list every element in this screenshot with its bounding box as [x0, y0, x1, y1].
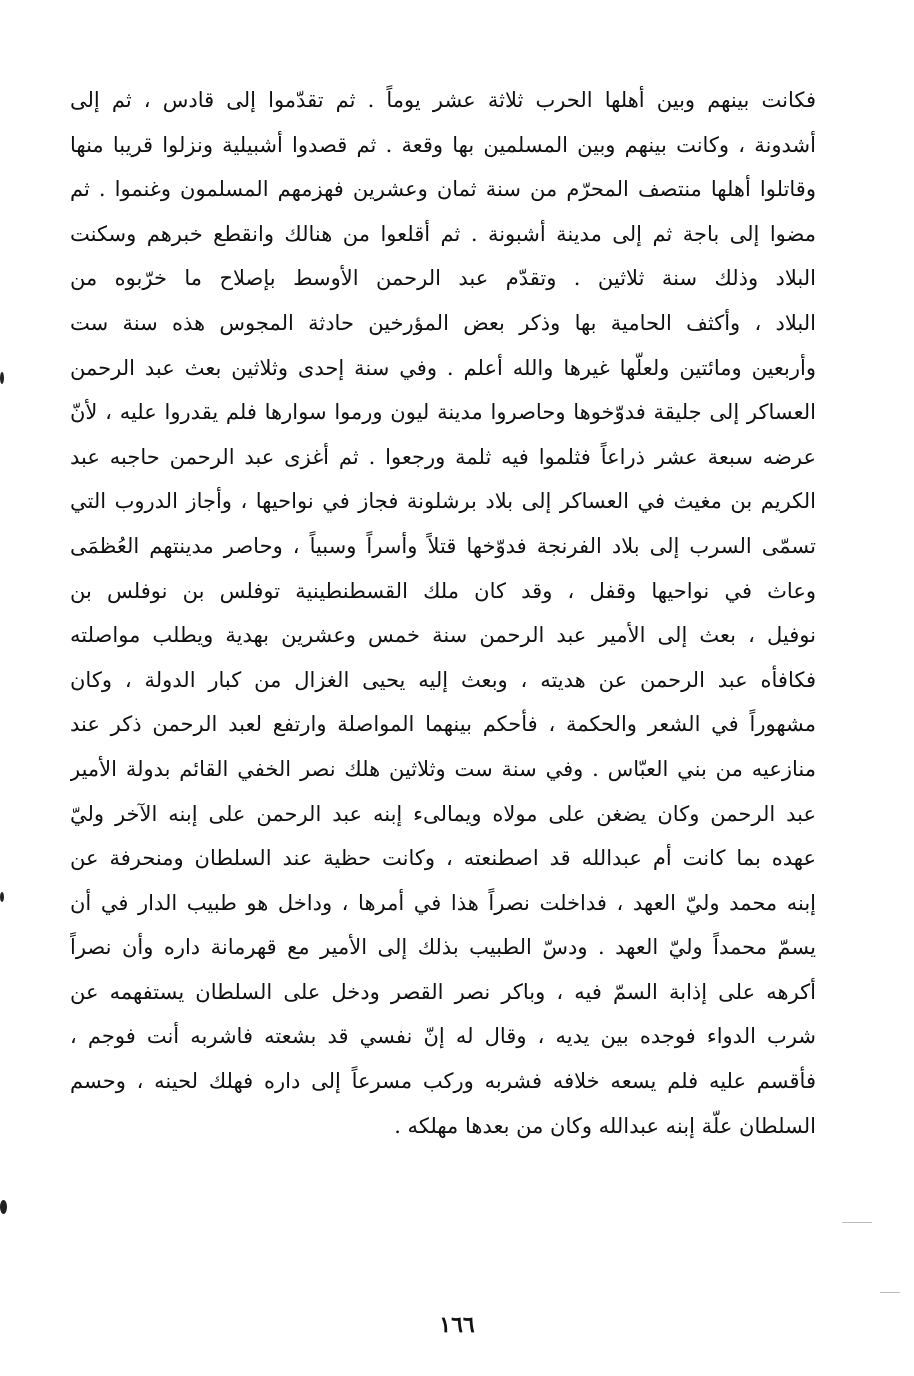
body-text: [70, 78, 816, 1148]
text-line: وقاتلوا أهلها منتصف المحرّم من سنة ثمان وعشرين فهزمهم المسلمون وغنموا . ثم: [70, 177, 816, 202]
text-line: البلاد وذلك سنة ثلاثين . وتقدّم عبد الرحمن الأوسط بإصلاح ما خرّبوه من: [70, 266, 816, 291]
scan-speck: [842, 1222, 872, 1223]
text-line: يسمّ محمداً وليّ العهد . ودسّ الطبيب بذلك إلى الأمير مع قهرمانة داره وأن نصراً: [70, 935, 816, 960]
text-line: أكرهه على إذابة السمّ فيه ، وباكر نصر القصر ودخل على السلطان يستفهمه عن: [70, 979, 816, 1004]
text-line: أشدونة ، وكانت بينهم وبين المسلمين بها وقعة . ثم قصدوا أشبيلية ونزلوا قريبا منها: [70, 132, 816, 157]
text-line: وأربعين ومائتين ولعلّها غيرها والله أعلم . وفي سنة إحدى وثلاثين بعث عبد الرحمن: [70, 355, 816, 380]
text-line: البلاد ، وأكثف الحامية بها وذكر بعض المؤرخين حادثة المجوس هذه سنة ست: [70, 310, 816, 335]
text-line: تسمّى السرب إلى بلاد الفرنجة فدوّخها قتلاً وأسراً وسبياً ، وحاصر مدينتهم العُظمَى: [70, 533, 816, 558]
text-line-last: السلطان علّة إبنه عبدالله وكان من بعدها مهلكه .: [394, 1113, 816, 1138]
text-line: مضوا إلى باجة ثم إلى مدينة أشبونة . ثم أقلعوا من هنالك وانقطع خبرهم وسكنت: [70, 221, 816, 246]
text-line: فكافأه عبد الرحمن عن هديته ، وبعث إليه يحيى الغزال من كبار الدولة ، وكان: [70, 667, 816, 692]
scan-edge-mark: [0, 372, 4, 384]
text-line: فأقسم عليه فلم يسعه خلافه فشربه وركب مسرعاً إلى داره فهلك لحينه ، وحسم: [70, 1069, 816, 1094]
text-line: مشهوراً في الشعر والحكمة ، فأحكم بينهما المواصلة وارتفع لعبد الرحمن ذكر عند: [70, 712, 816, 737]
text-line: شرب الدواء فوجده بين يديه ، وقال له إنّ نفسي قد بشعته فاشربه أنت فوجم ،: [70, 1024, 816, 1049]
text-line: العساكر إلى جليقة فدوّخوها وحاصروا مدينة ليون ورموا سوارها فلم يقدروا عليه ، لأنّ: [70, 400, 816, 425]
text-line: عهده بما كانت أم عبدالله قد اصطنعته ، وكانت حظية عند السلطان ومنحرفة عن: [70, 846, 816, 871]
text-line: الكريم بن مغيث في العساكر إلى بلاد برشلونة فجاز في نواحيها ، وأجاز الدروب التي: [70, 489, 816, 514]
text-line: إبنه محمد وليّ العهد ، فداخلت نصراً هذا في أمرها ، وداخل هو طبيب الدار في أن: [70, 890, 816, 915]
text-line: عبد الرحمن وكان يضغن على مولاه ويمالىء إبنه عبد الرحمن على إبنه الآخر وليّ: [70, 801, 816, 826]
text-line: نوفيل ، بعث إلى الأمير عبد الرحمن سنة خمس وعشرين بهدية ويطلب مواصلته: [70, 623, 816, 648]
text-line: وعاث في نواحيها وقفل ، وقد كان ملك القسطنطينية توفلس بن نوفلس بن: [70, 578, 816, 603]
text-line: فكانت بينهم وبين أهلها الحرب ثلاثة عشر يوماً . ثم تقدّموا إلى قادس ، ثم إلى: [70, 88, 816, 112]
scan-speck: [880, 1292, 900, 1293]
page-number: ١٦٦: [439, 1312, 475, 1338]
text-line: منازعيه من بني العبّاس . وفي سنة ست وثلاثين هلك نصر الخفي القائم بدولة الأمير: [70, 756, 816, 781]
text-line: عرضه سبعة عشر ذراعاً فثلموا فيه ثلمة ورجعوا . ثم أغزى عبد الرحمن حاجبه عبد: [70, 444, 816, 469]
scan-edge-mark: [0, 1200, 7, 1214]
scan-edge-mark: [0, 892, 4, 902]
